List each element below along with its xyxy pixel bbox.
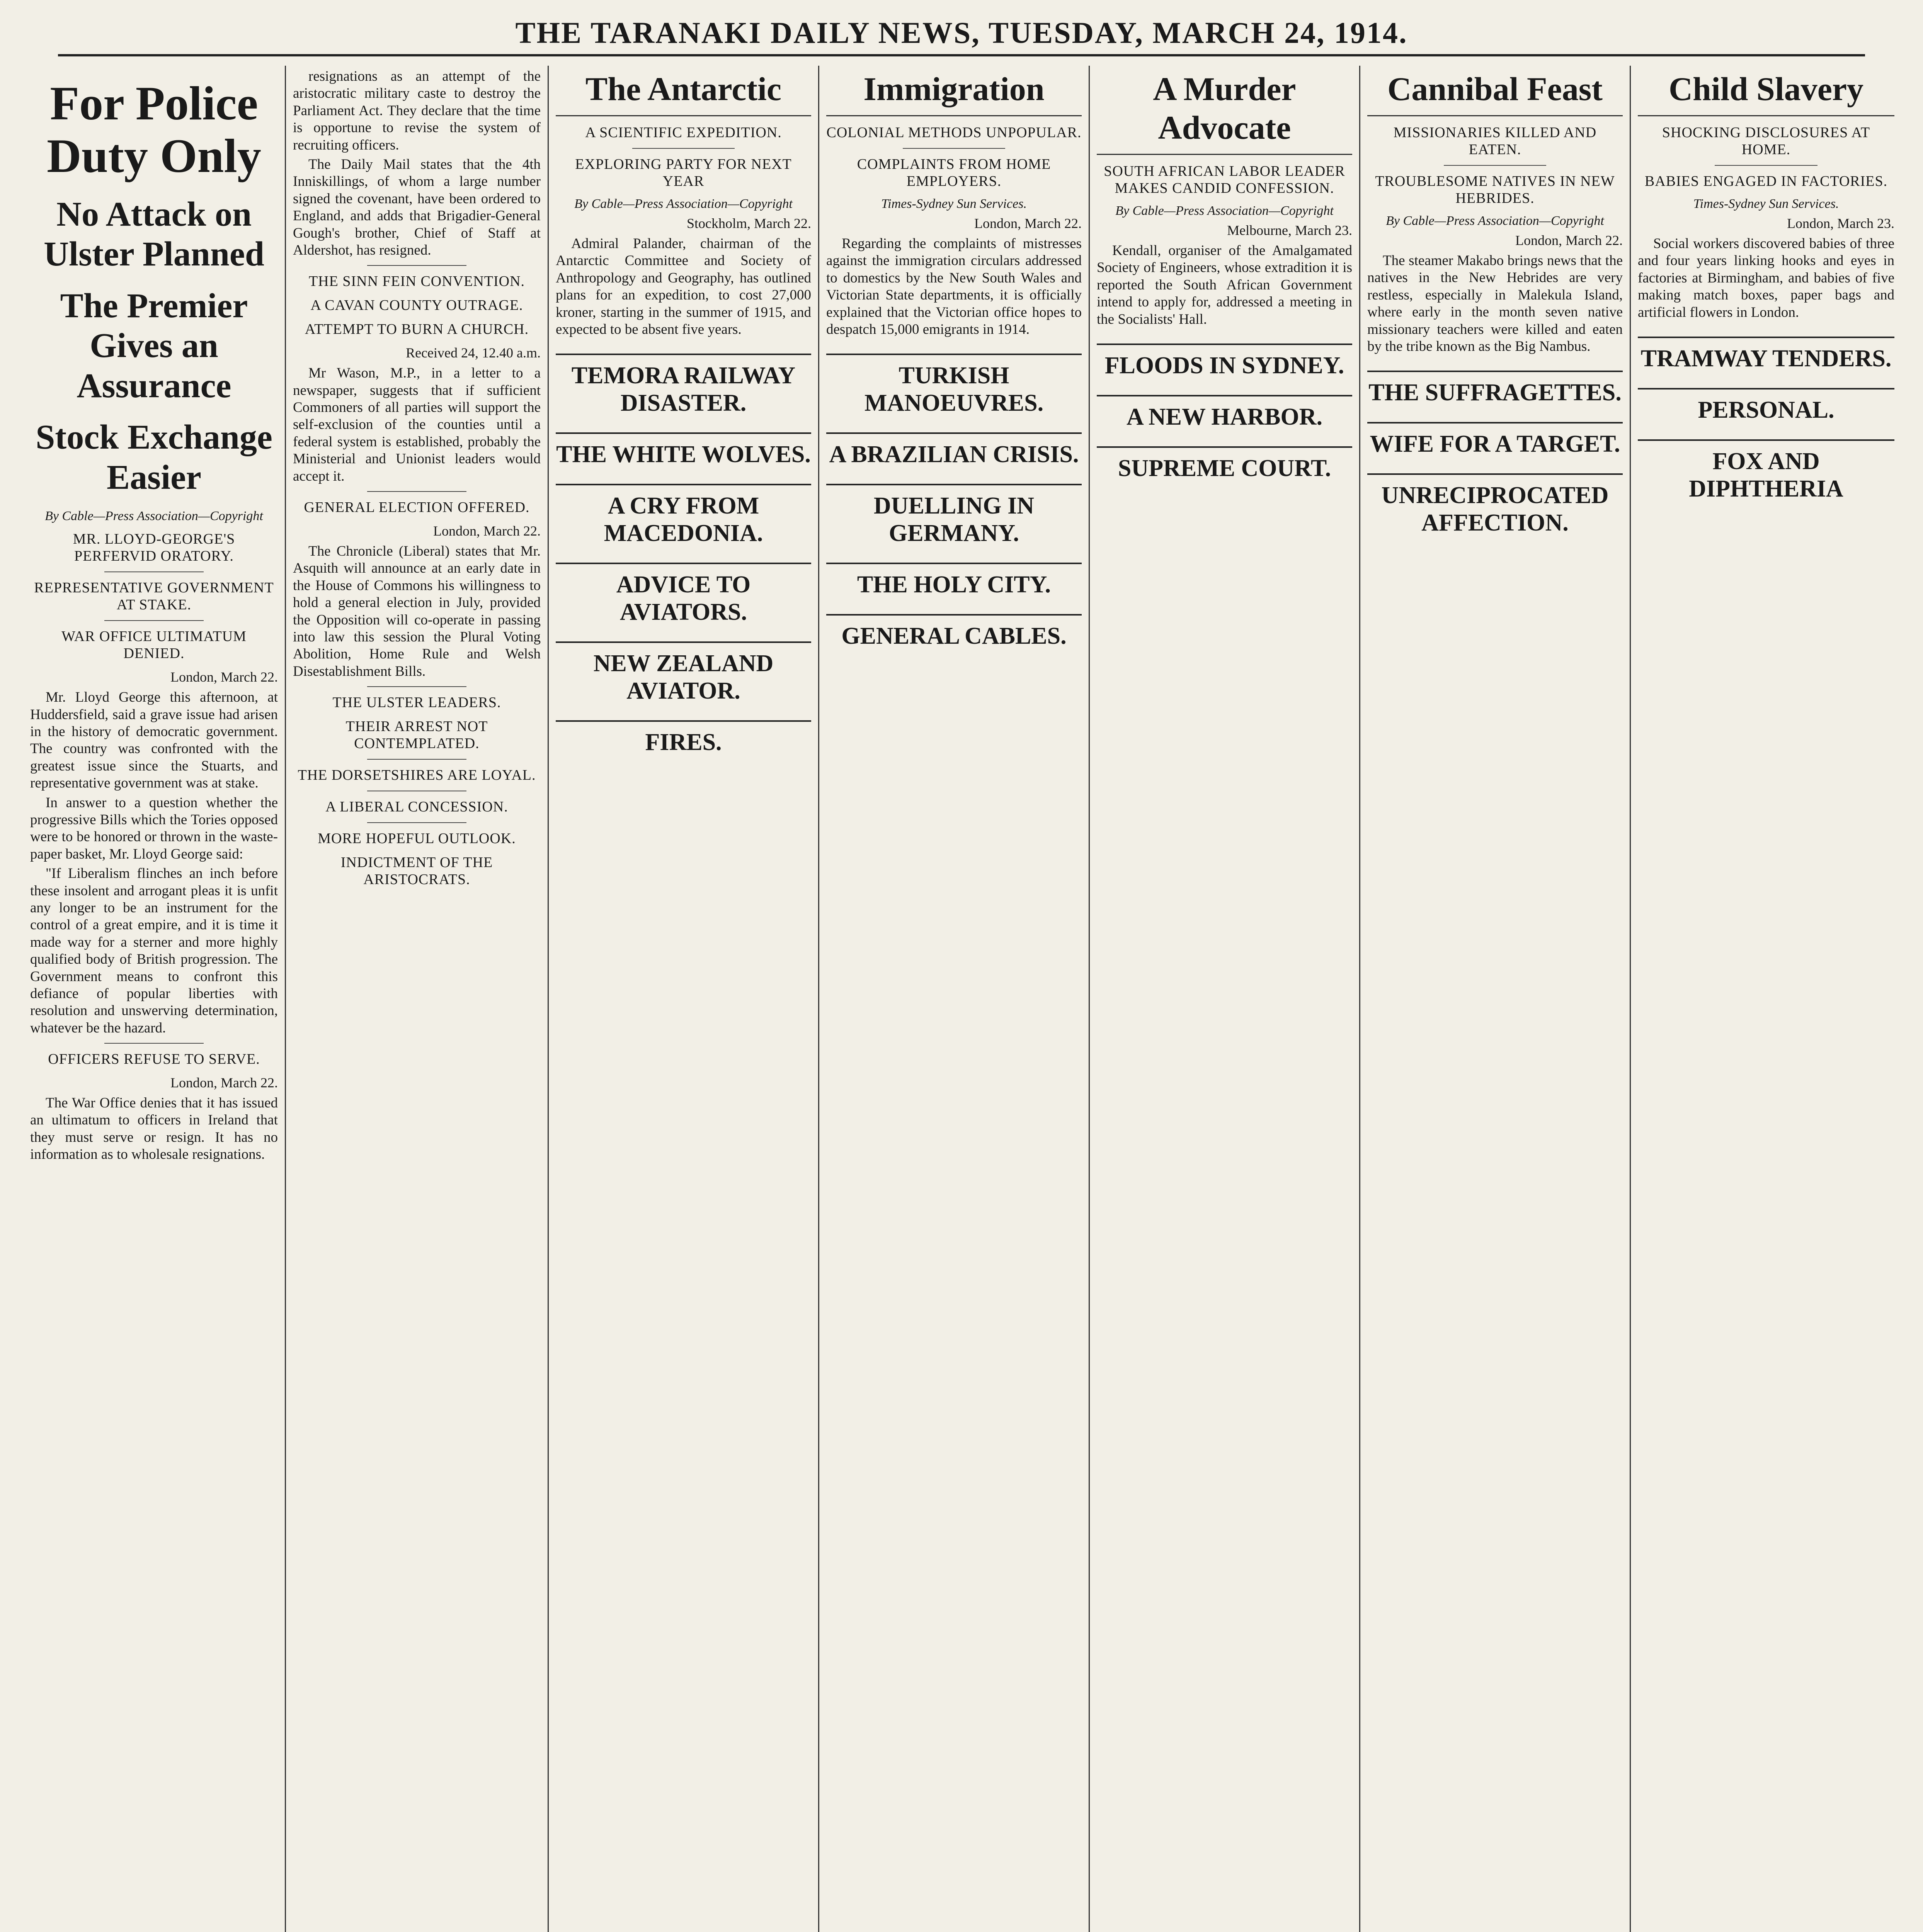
divider — [104, 1043, 203, 1044]
section-headline: TRAMWAY TENDERS. — [1638, 337, 1894, 372]
divider — [367, 265, 466, 266]
subhead: MISSIONARIES KILLED AND EATEN. — [1393, 124, 1597, 158]
column-6 — [1360, 66, 1631, 1932]
subhead: THE SINN FEIN CONVENTION. — [308, 273, 525, 290]
divider — [367, 822, 466, 823]
subhead: INDICTMENT OF THE ARISTOCRATS. — [340, 854, 493, 888]
headline-stock-exchange: Stock Exchange Easier — [36, 418, 272, 497]
byline: By Cable—Press Association—Copyright — [45, 509, 263, 524]
divider — [367, 759, 466, 760]
column-1 — [23, 66, 286, 1932]
section-headline: THE WHITE WOLVES. — [556, 432, 811, 468]
section-headline: PERSONAL. — [1638, 388, 1894, 424]
section-headline: DUELLING IN GERMANY. — [826, 484, 1082, 547]
section-headline: THE SUFFRAGETTES. — [1367, 371, 1623, 406]
dateline: London, March 22. — [1515, 233, 1623, 248]
subhead: A LIBERAL CONCESSION. — [325, 799, 508, 815]
article-paragraph: The War Office denies that it has issued an ultimatum to officers in Ireland that they must serve or resign. It has no information as to wholesale resignations. — [30, 1095, 278, 1163]
article-paragraph: Regarding the complaints of mistresses against the immigration circulars addressed to domestics by the New South Wales and Victorian State departments, it is officially explained that the Victorian office hopes to despatch 15,000 emigrants in 1914. — [826, 236, 1082, 337]
article-headline: A Murder Advocate — [1097, 66, 1352, 155]
section-headline: THE HOLY CITY. — [826, 563, 1082, 599]
section-headline: WIFE FOR A TARGET. — [1367, 422, 1623, 458]
dateline: London, March 22. — [170, 1075, 278, 1091]
dateline: Melbourne, March 23. — [1227, 223, 1352, 238]
article-paragraph: The steamer Makabo brings news that the natives in the New Hebrides are very restless, especially in Malekula Island, where early in the month seven native missionary teachers were killed and eaten by the tribe known as the Big Nambus. — [1367, 253, 1623, 354]
subhead: COLONIAL METHODS UNPOPULAR. — [826, 124, 1082, 141]
divider — [367, 491, 466, 492]
article-paragraph: In answer to a question whether the progressive Bills which the Tories opposed were to be honored or thrown in the waste-paper basket, Mr. Lloyd George said: — [30, 794, 278, 862]
byline: By Cable—Press Association—Copyright — [574, 197, 793, 211]
section-headline: TURKISH MANOEUVRES. — [826, 354, 1082, 417]
subhead: REPRESENTATIVE GOVERNMENT AT STAKE. — [34, 580, 274, 613]
article-paragraph: Kendall, organiser of the Amalgamated Society of Engineers, whose extradition it is reported the South African Government intend to apply for, addressed a meeting in the Socialists' Hall. — [1097, 243, 1352, 327]
article-paragraph: "If Liberalism flinches an inch before these insolent and arrogant pleas it is unfit any longer to be an instrument for the control of a great empire, and it is time it made way for a sterner and more highly qualified body of British progression. The Government means to confront this defiance of popular liberties with resolution and unswerving determination, whatever be the hazard. — [30, 866, 278, 1036]
dateline: Received 24, 12.40 a.m. — [406, 345, 541, 361]
section-headline: A CRY FROM MACEDONIA. — [556, 484, 811, 547]
headline-premier: The Premier Gives an Assurance — [60, 286, 248, 405]
section-headline: SUPREME COURT. — [1097, 446, 1352, 482]
section-headline: FLOODS IN SYDNEY. — [1097, 344, 1352, 379]
subhead: WAR OFFICE ULTIMATUM DENIED. — [61, 628, 247, 662]
dateline: Stockholm, March 22. — [687, 216, 811, 231]
dateline: London, March 23. — [1787, 216, 1894, 231]
divider — [632, 148, 734, 149]
section-headline: NEW ZEALAND AVIATOR. — [556, 641, 811, 705]
divider — [1715, 165, 1817, 166]
article-headline: Cannibal Feast — [1367, 66, 1623, 116]
article-paragraph: Admiral Palander, chairman of the Antarctic Committee and Society of Anthropology and Geography, has outlined plans for an expedition, to cost 27,000 kroner, starting in the summer of 1915, and expected to be absent five years. — [556, 236, 811, 337]
article-paragraph: Mr Wason, M.P., in a letter to a newspaper, suggests that if sufficient Commoners of all parties will support the self-exclusion of the counties until a federal system is established, probably the Ministerial and Unionist leaders would accept it. — [293, 365, 541, 484]
subhead: MORE HOPEFUL OUTLOOK. — [318, 830, 516, 847]
section-headline: FIRES. — [556, 720, 811, 756]
subhead: THE ULSTER LEADERS. — [332, 694, 501, 711]
article-paragraph: The Chronicle (Liberal) states that Mr. Asquith will announce at an early date in the House of Commons his willingness to hold a general election in July, provided the Opposition will co-operate in passing into law this session the Plural Voting Abolition, Home Rule and Welsh Disestablishment Bills. — [293, 543, 541, 679]
lead-headline — [30, 77, 278, 497]
dateline: London, March 22. — [974, 216, 1082, 231]
divider — [104, 571, 203, 572]
dateline: London, March 22. — [170, 669, 278, 685]
subhead: BABIES ENGAGED IN FACTORIES. — [1644, 173, 1888, 189]
dateline: London, March 22. — [433, 523, 541, 539]
byline: Times-Sydney Sun Services. — [1693, 197, 1839, 211]
subhead: EXPLORING PARTY FOR NEXT YEAR — [575, 156, 792, 189]
masthead: THE TARANAKI DAILY NEWS, TUESDAY, MARCH 24, 1914. — [58, 12, 1865, 56]
article-paragraph: Social workers discovered babies of three and four years linking hooks and eyes in factories at Birmingham, and babies of five making match boxes, paper bags and artificial flowers in London. — [1638, 236, 1894, 320]
article-headline: The Antarctic — [556, 66, 811, 116]
subhead: THEIR ARREST NOT CONTEMPLATED. — [345, 718, 488, 752]
subhead: SOUTH AFRICAN LABOR LEADER MAKES CANDID CONFESSION. — [1104, 163, 1345, 196]
column-3 — [549, 66, 819, 1932]
headline-police-duty: For Police Duty Only — [47, 77, 261, 183]
divider — [903, 148, 1005, 149]
subhead: GENERAL ELECTION OFFERED. — [304, 499, 530, 516]
article-headline: Child Slavery — [1638, 66, 1894, 116]
subhead: A CAVAN COUNTY OUTRAGE. — [310, 297, 523, 314]
divider — [367, 686, 466, 687]
article-paragraph: resignations as an attempt of the aristocratic military caste to destroy the Parliament Act. They declare that the time is opportune to revise the system of recruiting officers. — [293, 68, 541, 153]
byline: By Cable—Press Association—Copyright — [1386, 214, 1604, 228]
divider — [104, 620, 203, 621]
section-headline: FOX AND DIPHTHERIA — [1638, 439, 1894, 503]
byline: By Cable—Press Association—Copyright — [1115, 204, 1334, 218]
article-paragraph: Mr. Lloyd George this afternoon, at Huddersfield, said a grave issue had arisen in the history of democratic government. The country was confronted with the greatest issue since the Stuarts, and representative government was at stake. — [30, 689, 278, 791]
column-5 — [1090, 66, 1360, 1932]
subhead: TROUBLESOME NATIVES IN NEW HEBRIDES. — [1375, 173, 1615, 206]
article-headline: Immigration — [826, 66, 1082, 116]
subhead: THE DORSETSHIRES ARE LOYAL. — [298, 767, 536, 784]
section-headline: A BRAZILIAN CRISIS. — [826, 432, 1082, 468]
headline-no-attack: No Attack on Ulster Planned — [44, 195, 264, 274]
column-2 — [286, 66, 549, 1932]
article-paragraph: The Daily Mail states that the 4th Inniskillings, of whom a large number signed the covenant, have been ordered to England, and adds that Brigadier-General Gough's brother, Chief of Staff at Aldershot, has resigned. — [293, 156, 541, 258]
subhead: SHOCKING DISCLOSURES AT HOME. — [1662, 124, 1870, 158]
section-headline: A NEW HARBOR. — [1097, 395, 1352, 431]
column-4 — [819, 66, 1090, 1932]
subhead: MR. LLOYD-GEORGE'S PERFERVID ORATORY. — [73, 531, 235, 565]
divider — [1444, 165, 1546, 166]
subhead: OFFICERS REFUSE TO SERVE. — [48, 1051, 260, 1068]
subhead: COMPLAINTS FROM HOME EMPLOYERS. — [857, 156, 1051, 189]
section-headline: TEMORA RAILWAY DISASTER. — [556, 354, 811, 417]
subhead: A SCIENTIFIC EXPEDITION. — [585, 124, 782, 141]
subhead: ATTEMPT TO BURN A CHURCH. — [305, 321, 529, 338]
section-headline: ADVICE TO AVIATORS. — [556, 563, 811, 626]
section-headline: GENERAL CABLES. — [826, 614, 1082, 650]
section-headline: UNRECIPROCATED AFFECTION. — [1367, 473, 1623, 537]
byline: Times-Sydney Sun Services. — [881, 197, 1027, 211]
column-7 — [1631, 66, 1901, 1932]
columns — [23, 66, 1901, 1932]
